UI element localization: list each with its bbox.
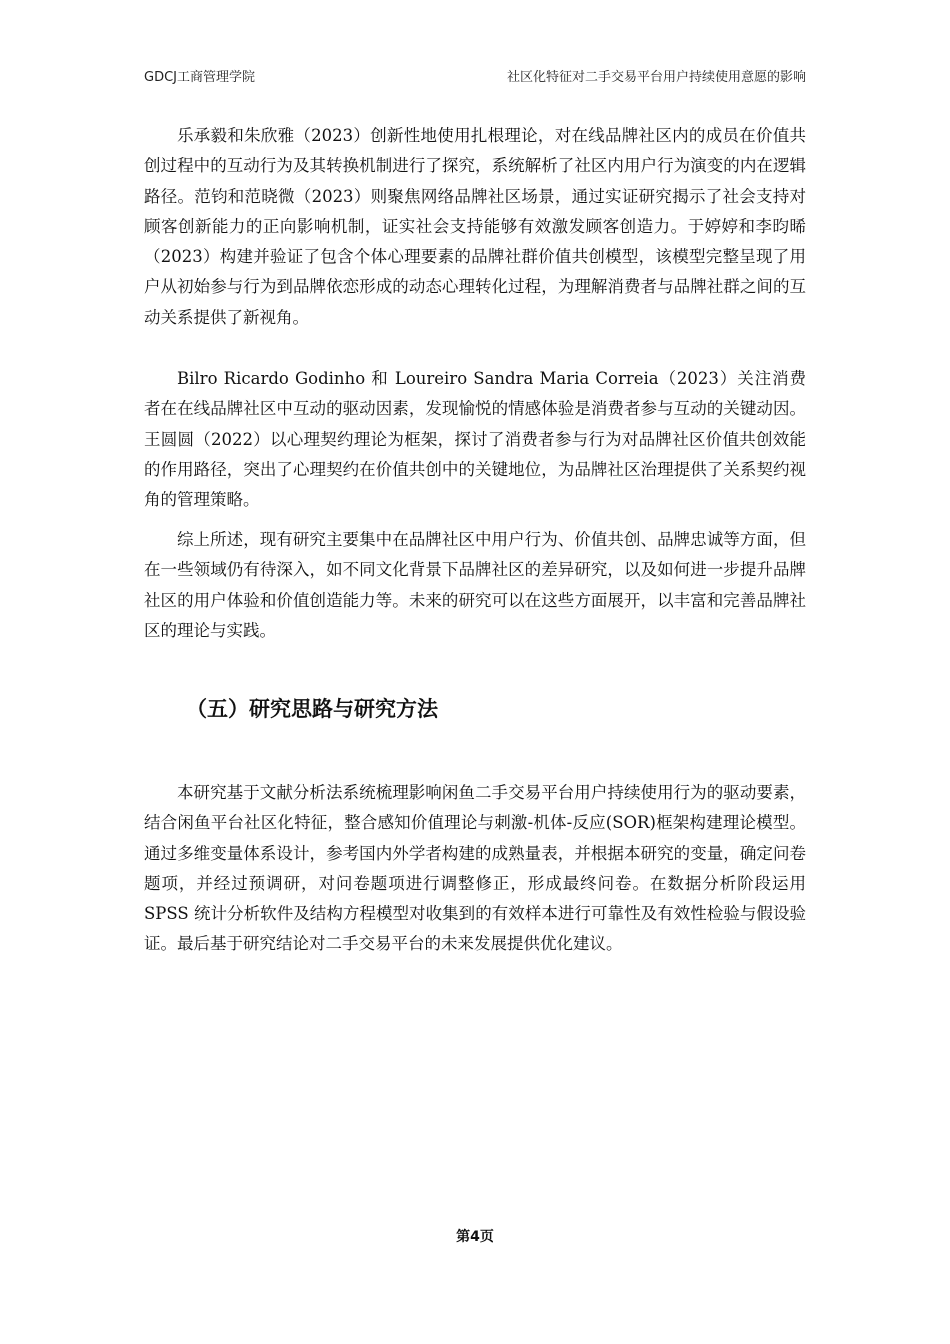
- paragraph-3: [144, 525, 806, 646]
- page-number: 第4页: [456, 1229, 494, 1245]
- header-paper-title: 社区化特征对二手交易平台用户持续使用意愿的影响: [506, 70, 806, 85]
- page-header: [144, 66, 806, 88]
- section-heading: （五）研究思路与研究方法: [186, 697, 438, 721]
- paragraph-3-text: 综上所述，现有研究主要集中在品牌社区中用户行为、价值共创、品牌忠诚等方面，但在一些领域仍有待深入，如不同文化背景下品牌社区的差异研究，以及如何进一步提升品牌社区的用户体验和价值创造能力等。未来的研究可以在这些方面展开，以丰富和完善品牌社区的理论与实践。: [144, 530, 806, 640]
- paragraph-1: [144, 121, 806, 333]
- header-institution: GDCJ工商管理学院: [144, 70, 255, 85]
- paragraph-4: [144, 778, 806, 960]
- paragraph-4-text: 本研究基于文献分析法系统梳理影响闲鱼二手交易平台用户持续使用行为的驱动要素，结合闲鱼平台社区化特征，整合感知价值理论与刺激-机体-反应(SOR)框架构建理论模型。通过多维变量体系设计，参考国内外学者构建的成熟量表，并根据本研究的变量，确定问卷题项，并经过预调研，对问卷题项进行调整修正，形成最终问卷。在数据分析阶段运用 SPSS 统计分析软件及结构方程模型对收集到的有效样本进行可靠性及有效性检验与假设验证。最后基于研究结论对二手交易平台的未来发展提供优化建议。: [144, 783, 806, 954]
- paragraph-2: [144, 364, 806, 515]
- paragraph-1-text: 乐承毅和朱欣雅（2023）创新性地使用扎根理论，对在线品牌社区内的成员在价值共创过程中的互动行为及其转换机制进行了探究，系统解析了社区内用户行为演变的内在逻辑路径。范钧和范晓微（2023）则聚焦网络品牌社区场景，通过实证研究揭示了社会支持对顾客创新能力的正向影响机制，证实社会支持能够有效激发顾客创造力。于婷婷和李昀晞（2023）构建并验证了包含个体心理要素的品牌社群价值共创模型，该模型完整呈现了用户从初始参与行为到品牌依恋形成的动态心理转化过程，为理解消费者与品牌社群之间的互动关系提供了新视角。: [144, 126, 806, 327]
- paragraph-2-text: Bilro Ricardo Godinho 和 Loureiro Sandra Maria Correia（2023）关注消费者在在线品牌社区中互动的驱动因素，发现愉悦的情感体验是消费者参与互动的关键动因。王圆圆（2022）以心理契约理论为框架，探讨了消费者参与行为对品牌社区价值共创效能的作用路径，突出了心理契约在价值共创中的关键地位，为品牌社区治理提供了关系契约视角的管理策略。: [144, 369, 806, 510]
